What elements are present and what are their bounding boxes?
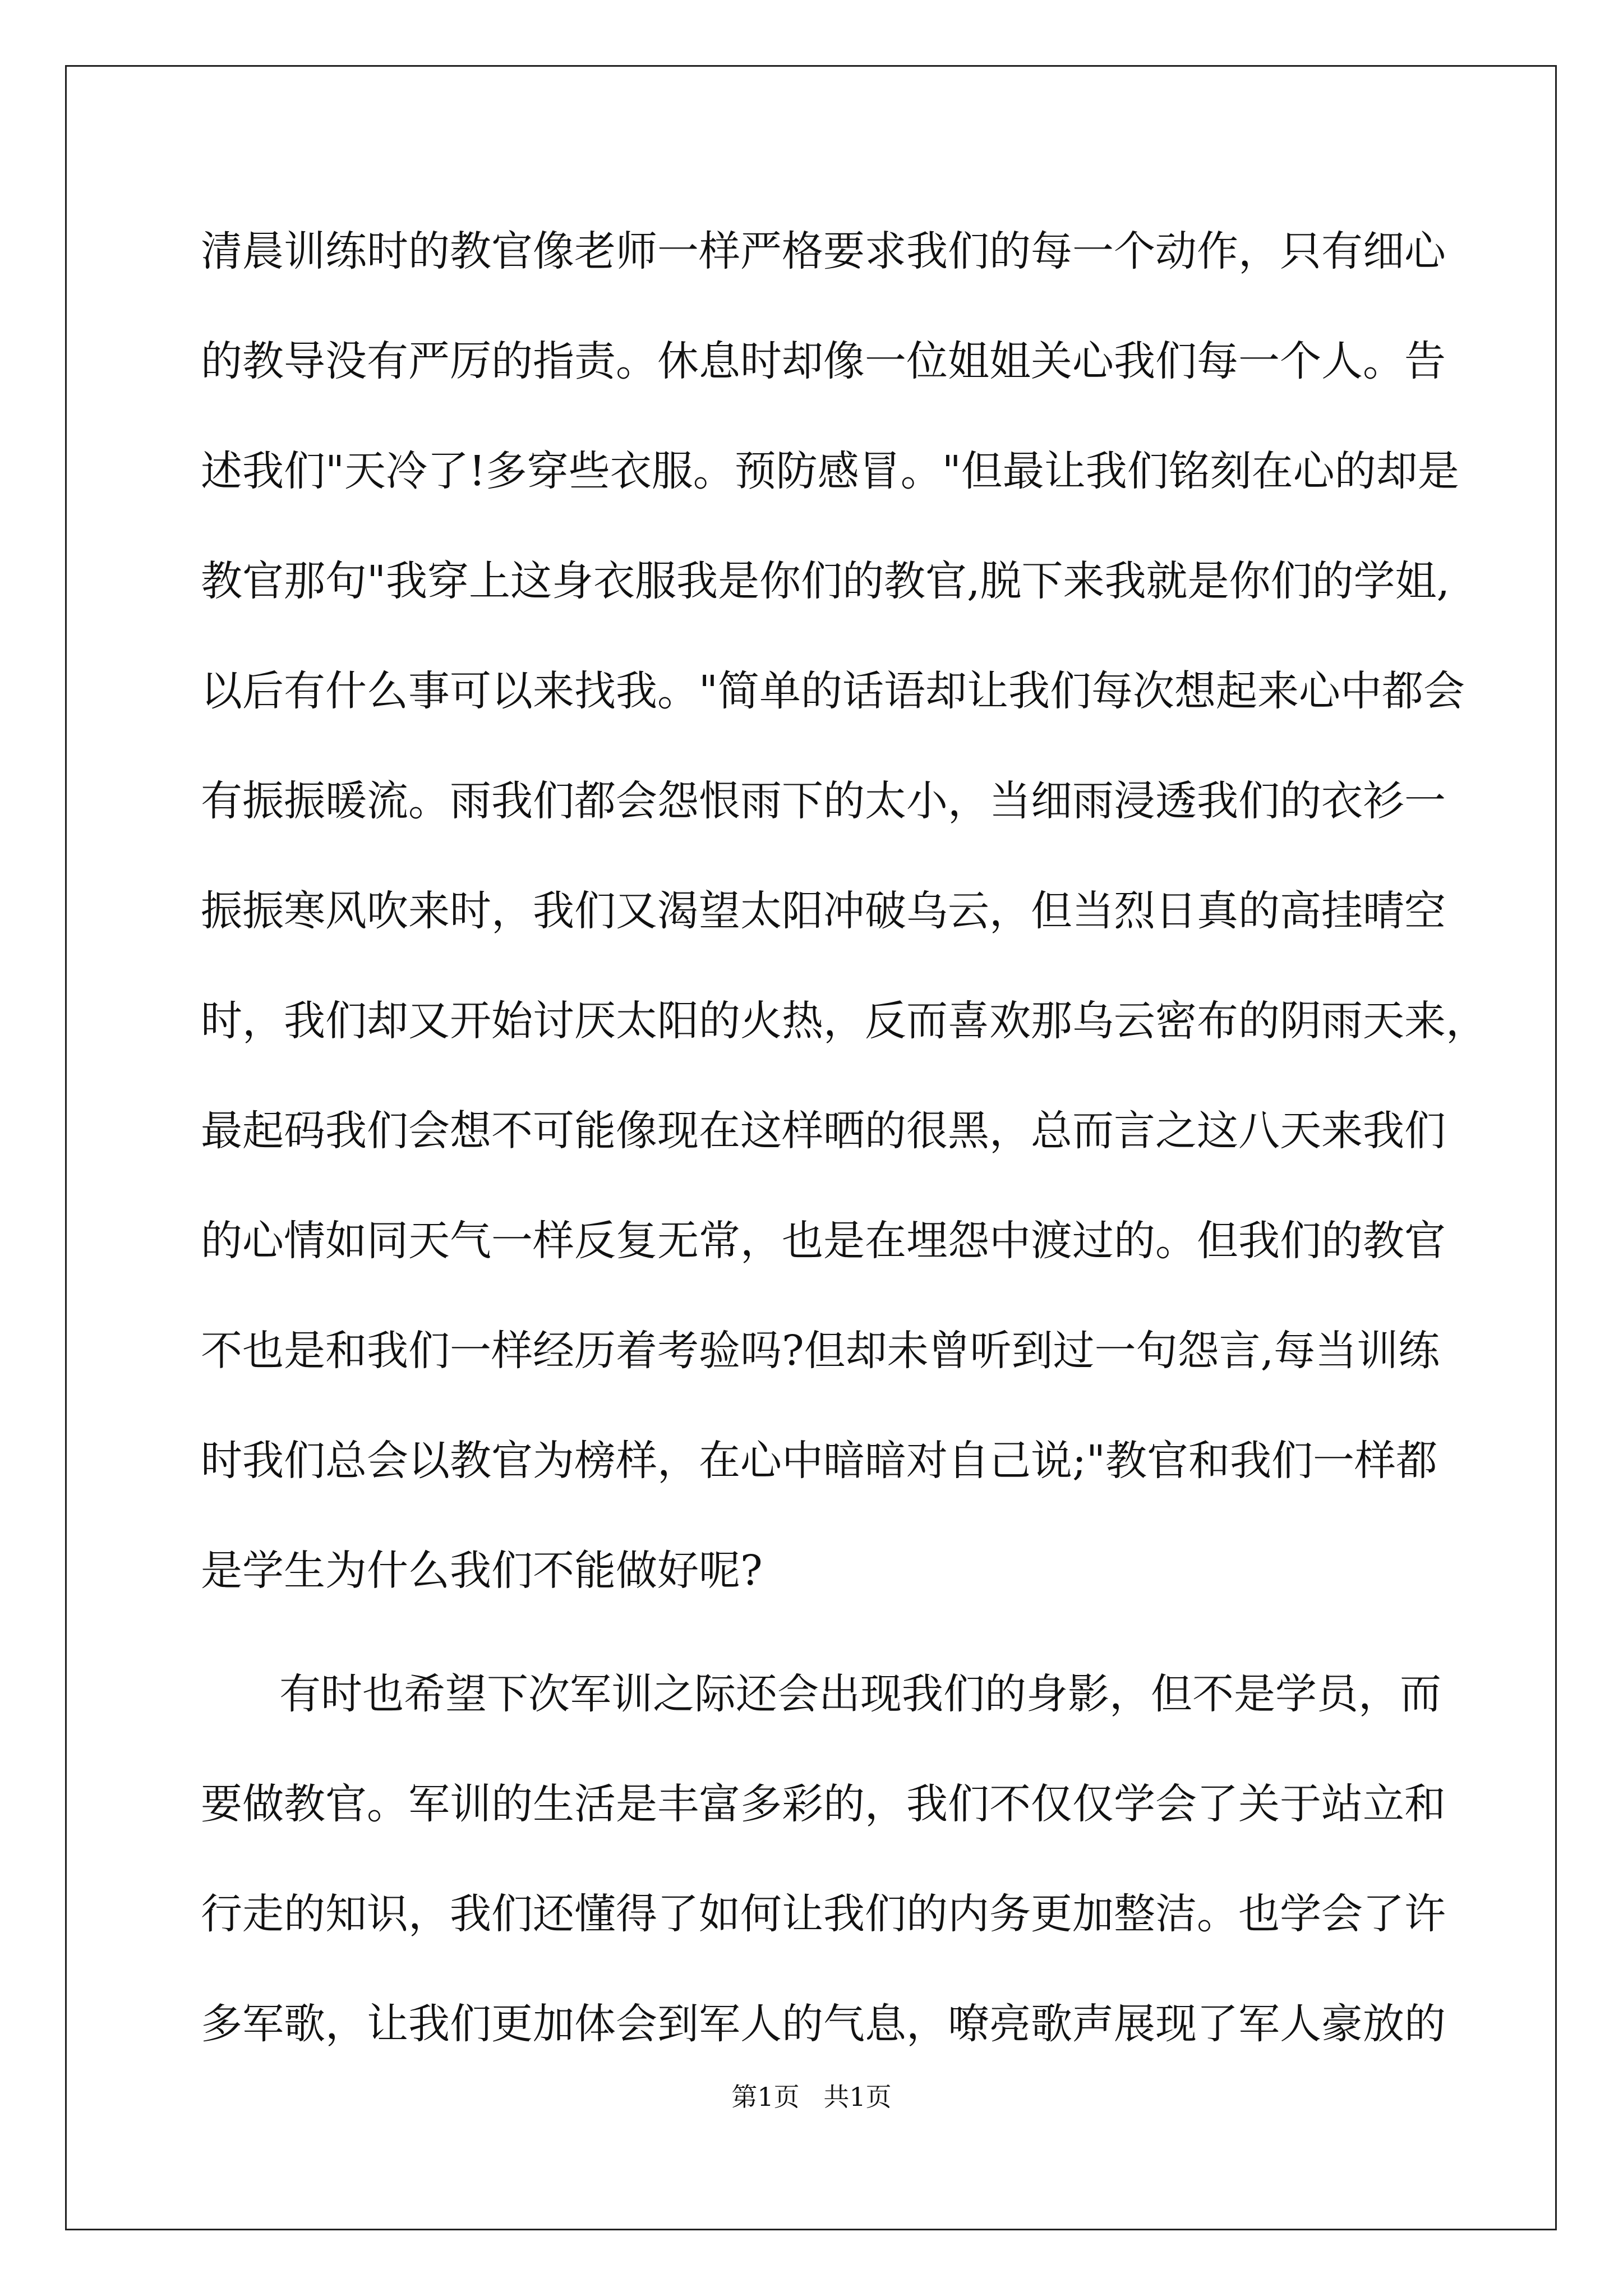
text-line: 时，我们却又开始讨厌太阳的火热，反而喜欢那乌云密布的阴雨天来， xyxy=(201,997,1487,1045)
page-total: 共1页 xyxy=(823,2082,892,2112)
text-line: 振振寒风吹来时，我们又渴望太阳冲破乌云，但当烈日真的高挂晴空 xyxy=(201,887,1446,935)
text-line: 的心情如同天气一样反复无常，也是在埋怨中渡过的。但我们的教官 xyxy=(201,1217,1446,1265)
text-line: 要做教官。军训的生活是丰富多彩的，我们不仅仅学会了关于站立和 xyxy=(201,1780,1446,1828)
text-line: 述我们"天冷了!多穿些衣服。预防感冒。"但最让我们铭刻在心的却是 xyxy=(201,447,1459,495)
text-line: 教官那句"我穿上这身衣服我是你们的教官,脱下来我就是你们的学姐, xyxy=(201,557,1450,605)
text-line: 最起码我们会想不可能像现在这样晒的很黑，总而言之这八天来我们 xyxy=(201,1107,1446,1155)
text-line: 是学生为什么我们不能做好呢? xyxy=(201,1547,763,1595)
text-line: 清晨训练时的教官像老师一样严格要求我们的每一个动作，只有细心 xyxy=(201,227,1446,275)
text-line: 不也是和我们一样经历着考验吗?但却未曾听到过一句怨言,每当训练 xyxy=(201,1327,1440,1375)
text-line: 有振振暖流。雨我们都会怨恨雨下的太小，当细雨浸透我们的衣衫一 xyxy=(201,777,1446,825)
paragraph-2 xyxy=(201,1660,1446,2100)
text-line: 多军歌，让我们更加体会到军人的气息，嘹亮歌声展现了军人豪放的 xyxy=(201,2000,1446,2048)
page-number: 第1页 xyxy=(731,2082,800,2112)
paragraph-1 xyxy=(201,218,1487,1647)
paragraph-gap xyxy=(201,1647,1435,1660)
page-footer xyxy=(0,2080,1623,2114)
text-line: 有时也希望下次军训之际还会出现我们的身影，但不是学员，而 xyxy=(279,1670,1441,1718)
text-line: 时我们总会以教官为榜样，在心中暗暗对自己说;"教官和我们一样都 xyxy=(201,1437,1437,1485)
text-line: 的教导没有严厉的指责。休息时却像一位姐姐关心我们每一个人。告 xyxy=(201,337,1446,385)
document-body xyxy=(201,218,1487,2100)
text-line: 以后有什么事可以来找我。"简单的话语却让我们每次想起来心中都会 xyxy=(201,667,1465,715)
text-line: 行走的知识，我们还懂得了如何让我们的内务更加整洁。也学会了许 xyxy=(201,1890,1446,1938)
